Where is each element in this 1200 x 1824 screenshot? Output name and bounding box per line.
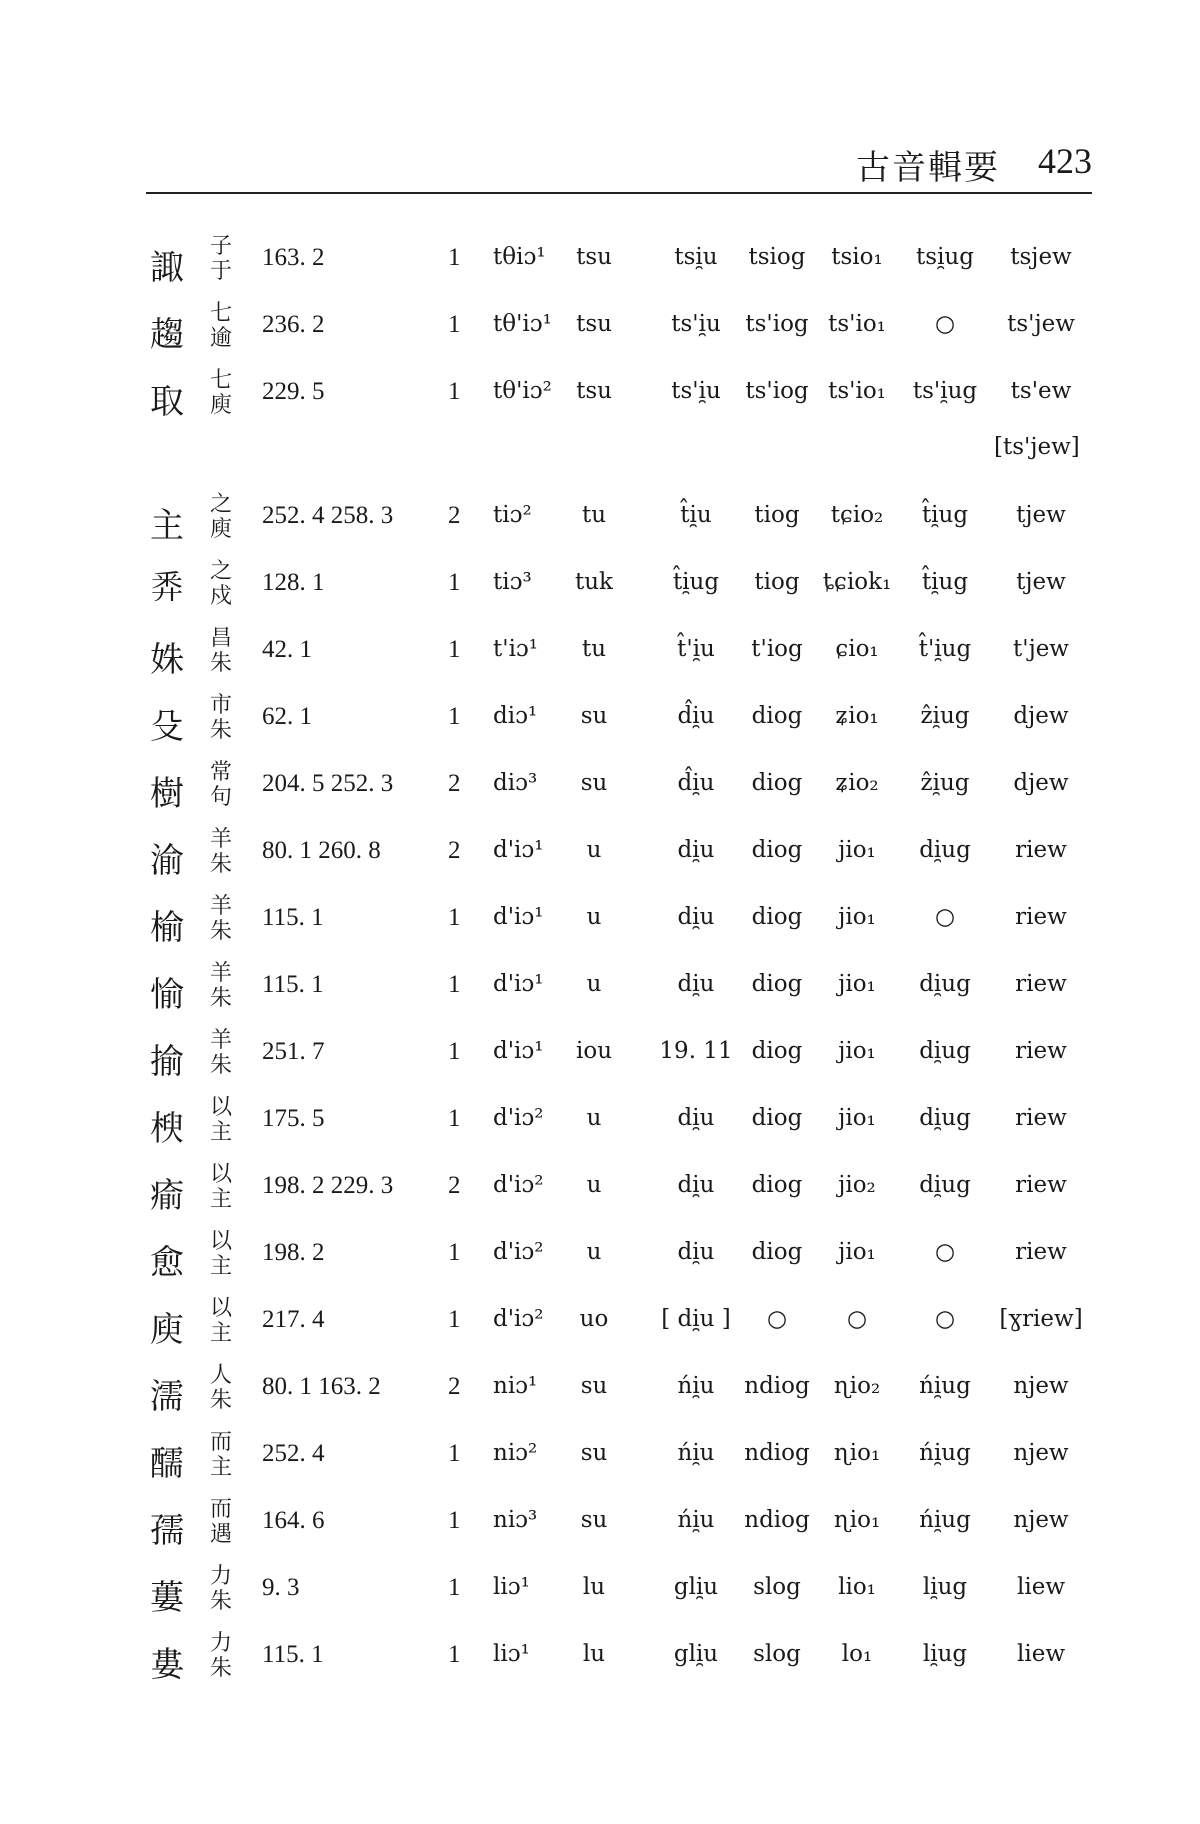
reconstruction-6-text: tsi̯ug — [916, 244, 974, 270]
reconstruction-4-text: ndiog — [744, 1440, 810, 1466]
reconstruction-5-text: ɳio₁ — [833, 1507, 881, 1533]
reconstruction-6-text: ○ — [934, 311, 956, 337]
occurrence-count: 2 — [448, 1373, 461, 1400]
head-character: 諏 — [150, 248, 184, 288]
fanqie-character: 主 — [209, 1120, 232, 1145]
reconstruction-7-text: ts'jew — [1007, 311, 1075, 337]
reconstruction-5-text: jio₂ — [838, 1172, 876, 1198]
source-reference: 217. 4 — [262, 1306, 325, 1333]
reconstruction-3-text: t̂i̯ug — [672, 569, 720, 595]
reconstruction-2-text: lu — [582, 1641, 606, 1667]
head-character: 渝 — [150, 841, 184, 881]
reconstruction-6-text: li̯ug — [922, 1641, 968, 1667]
reconstruction-1: d'iɔ² — [493, 1172, 544, 1198]
reconstruction-3-text: t̂'i̯u — [677, 636, 715, 662]
reconstruction-7-text: t'jew — [1013, 636, 1069, 662]
source-reference: 236. 2 — [262, 311, 325, 338]
reconstruction-4-text: t'iog — [751, 636, 803, 662]
occurrence-count: 1 — [448, 244, 461, 271]
fanqie-character: 人 — [209, 1363, 232, 1388]
head-character: 𢍏 — [150, 568, 184, 608]
fanqie-character: 子 — [209, 234, 232, 259]
reconstruction-7-text: djew — [1013, 770, 1069, 796]
reconstruction-7-text: liew — [1017, 1574, 1066, 1600]
reconstruction-7-text: riew — [1015, 1105, 1067, 1131]
fanqie-character: 朱 — [209, 1656, 232, 1681]
reconstruction-5-text: ts'io₁ — [828, 311, 886, 337]
fanqie-spelling — [206, 1296, 236, 1346]
source-reference: 115. 1 — [262, 1641, 324, 1668]
occurrence-count: 2 — [448, 1172, 461, 1199]
reconstruction-1: liɔ¹ — [493, 1641, 530, 1667]
reconstruction-6-text: ○ — [934, 1239, 956, 1265]
fanqie-character: 朱 — [209, 852, 232, 877]
occurrence-count: 1 — [448, 703, 461, 730]
fanqie-character: 朱 — [209, 718, 232, 743]
reconstruction-1: tθ'iɔ² — [493, 378, 552, 404]
head-character: 楰 — [150, 1109, 184, 1149]
reconstruction-4-text: diog — [751, 1038, 803, 1064]
reconstruction-5-text: ɕio₁ — [835, 636, 879, 662]
fanqie-character: 主 — [209, 1187, 232, 1212]
occurrence-count: 1 — [448, 1574, 461, 1601]
reconstruction-7-text: njew — [1013, 1507, 1069, 1533]
reconstruction-4-text: diog — [751, 904, 803, 930]
occurrence-count: 1 — [448, 1105, 461, 1132]
fanqie-spelling — [206, 301, 236, 351]
occurrence-count: 1 — [448, 636, 461, 663]
reconstruction-4-text: diog — [751, 770, 803, 796]
occurrence-count: 1 — [448, 1641, 461, 1668]
table-row — [0, 1028, 1200, 1088]
fanqie-spelling — [206, 1497, 236, 1547]
reconstruction-6-text: di̯ug — [919, 1105, 971, 1131]
source-reference: 115. 1 — [262, 971, 324, 998]
head-character: 濡 — [150, 1377, 184, 1417]
table-row — [0, 559, 1200, 619]
fanqie-character: 力 — [209, 1631, 232, 1656]
reconstruction-7-text: riew — [1015, 971, 1067, 997]
head-character: 樹 — [150, 774, 184, 814]
fanqie-spelling — [206, 760, 236, 810]
reconstruction-7-text: tjew — [1016, 502, 1066, 528]
reconstruction-1: diɔ¹ — [493, 703, 538, 729]
table-row — [0, 1095, 1200, 1155]
reconstruction-3-text: gli̯u — [673, 1641, 719, 1667]
occurrence-count: 1 — [448, 1038, 461, 1065]
reconstruction-2-text: iou — [575, 1038, 613, 1064]
reconstruction-2-text: su — [580, 1440, 608, 1466]
fanqie-character: 主 — [209, 1254, 232, 1279]
occurrence-count: 2 — [448, 837, 461, 864]
reconstruction-2-text: u — [586, 971, 602, 997]
table-row — [0, 626, 1200, 686]
fanqie-spelling — [206, 693, 236, 743]
reconstruction-2-text: tsu — [576, 311, 612, 337]
source-reference: 229. 5 — [262, 378, 325, 405]
reconstruction-1: d'iɔ² — [493, 1306, 544, 1332]
reconstruction-7-text: riew — [1015, 904, 1067, 930]
source-reference: 115. 1 — [262, 904, 324, 931]
reconstruction-5-text: lio₁ — [838, 1574, 876, 1600]
reconstruction-3-text: di̯u — [677, 1105, 715, 1131]
reconstruction-3-text: di̯u — [677, 971, 715, 997]
fanqie-character: 羊 — [209, 894, 232, 919]
occurrence-count: 1 — [448, 1440, 461, 1467]
reconstruction-4-text: diog — [751, 703, 803, 729]
reconstruction-7-text: ts'ew — [1010, 378, 1072, 404]
reconstruction-6-text: di̯ug — [919, 1172, 971, 1198]
fanqie-character: 七 — [209, 301, 232, 326]
fanqie-character: 朱 — [209, 1388, 232, 1413]
reconstruction-5-text: ɳio₁ — [833, 1440, 881, 1466]
fanqie-character: 之 — [209, 492, 232, 517]
table-row — [0, 961, 1200, 1021]
fanqie-character: 以 — [209, 1095, 232, 1120]
fanqie-spelling — [206, 894, 236, 944]
reconstruction-7-text: tjew — [1016, 569, 1066, 595]
fanqie-character: 昌 — [209, 626, 232, 651]
head-character: 殳 — [150, 707, 184, 747]
fanqie-character: 主 — [209, 1321, 232, 1346]
reconstruction-2-text: u — [586, 1239, 602, 1265]
head-character: 蔞 — [150, 1578, 184, 1618]
reconstruction-3-text: ts'i̯u — [671, 378, 721, 404]
reconstruction-1: diɔ³ — [493, 770, 538, 796]
reconstruction-7-text: riew — [1015, 837, 1067, 863]
fanqie-spelling — [206, 368, 236, 418]
source-reference: 128. 1 — [262, 569, 325, 596]
fanqie-spelling — [206, 1162, 236, 1212]
fanqie-character: 庾 — [209, 517, 232, 542]
reconstruction-2-text: tu — [581, 502, 607, 528]
fanqie-character: 以 — [209, 1162, 232, 1187]
reconstruction-3-text: ńi̯u — [677, 1440, 715, 1466]
reconstruction-5-text: jio₁ — [838, 904, 876, 930]
reconstruction-2-text: uo — [579, 1306, 609, 1332]
head-character: 孺 — [150, 1511, 184, 1551]
reconstruction-7-text: [ɣriew] — [999, 1306, 1083, 1332]
reconstruction-7-text: njew — [1013, 1440, 1069, 1466]
reconstruction-5-text: jio₁ — [838, 971, 876, 997]
reconstruction-1: d'iɔ² — [493, 1239, 544, 1265]
table-row — [0, 894, 1200, 954]
fanqie-character: 以 — [209, 1229, 232, 1254]
reconstruction-4-text: tsiog — [748, 244, 806, 270]
source-reference: 80. 1 260. 8 — [262, 837, 381, 864]
reconstruction-1: t'iɔ¹ — [493, 636, 539, 662]
reconstruction-6-text: t̂'i̯ug — [918, 636, 972, 662]
reconstruction-6-text: ẑi̯ug — [920, 770, 970, 796]
fanqie-character: 朱 — [209, 919, 232, 944]
source-reference: 198. 2 — [262, 1239, 325, 1266]
source-reference: 175. 5 — [262, 1105, 325, 1132]
reconstruction-4-text: diog — [751, 837, 803, 863]
fanqie-character: 朱 — [209, 1589, 232, 1614]
fanqie-character: 戍 — [209, 584, 232, 609]
fanqie-spelling — [206, 559, 236, 609]
fanqie-spelling — [206, 1229, 236, 1279]
table-row — [0, 301, 1200, 361]
fanqie-spelling — [206, 1363, 236, 1413]
head-character: 庾 — [150, 1310, 184, 1350]
occurrence-count: 1 — [448, 904, 461, 931]
reconstruction-4-text: slog — [753, 1641, 801, 1667]
reconstruction-2-text: u — [586, 837, 602, 863]
head-character: 瘉 — [150, 1176, 184, 1216]
fanqie-character: 市 — [209, 693, 232, 718]
reconstruction-2-text: u — [586, 1172, 602, 1198]
fanqie-character: 遇 — [209, 1522, 232, 1547]
book-title: 古音輯要 — [856, 148, 1000, 188]
head-character: 榆 — [150, 908, 184, 948]
reconstruction-3-text: [ di̯u ] — [661, 1306, 731, 1332]
head-character: 主 — [150, 506, 184, 546]
page-header — [146, 132, 1092, 194]
reconstruction-5-text: jio₁ — [838, 1038, 876, 1064]
reconstruction-5-text: tɕio₂ — [830, 502, 884, 528]
fanqie-character: 力 — [209, 1564, 232, 1589]
reconstruction-4-text: ts'iog — [745, 378, 809, 404]
reconstruction-3-text: di̯u — [677, 1239, 715, 1265]
table-row — [0, 1229, 1200, 1289]
reconstruction-6-text: ńi̯ug — [919, 1507, 971, 1533]
head-character: 姝 — [150, 640, 184, 680]
source-reference: 164. 6 — [262, 1507, 325, 1534]
reconstruction-2-text: tu — [581, 636, 607, 662]
reconstruction-2-text: su — [580, 703, 608, 729]
reconstruction-3-text: ńi̯u — [677, 1507, 715, 1533]
reconstruction-5-text: lo₁ — [841, 1641, 873, 1667]
reconstruction-4-text: slog — [753, 1574, 801, 1600]
reconstruction-3-text: di̯u — [677, 837, 715, 863]
reconstruction-7-text: riew — [1015, 1172, 1067, 1198]
fanqie-spelling — [206, 626, 236, 676]
reconstruction-1: tθ'iɔ¹ — [493, 311, 552, 337]
reconstruction-3-text: d̂i̯u — [677, 703, 715, 729]
reconstruction-1: d'iɔ¹ — [493, 971, 544, 997]
head-character: 揄 — [150, 1042, 184, 1082]
table-row — [0, 1631, 1200, 1691]
table-row — [0, 368, 1200, 428]
reconstruction-6-text: di̯ug — [919, 837, 971, 863]
source-reference: 252. 4 — [262, 1440, 325, 1467]
reconstruction-3-text: di̯u — [677, 1172, 715, 1198]
reconstruction-6-text: ○ — [934, 1306, 956, 1332]
reconstruction-5-text: ʑio₁ — [835, 703, 879, 729]
reconstruction-1: tθiɔ¹ — [493, 244, 546, 270]
fanqie-spelling — [206, 1028, 236, 1078]
reconstruction-5-text: jio₁ — [838, 1105, 876, 1131]
reconstruction-4-text: diog — [751, 1239, 803, 1265]
head-character: 取 — [150, 382, 184, 422]
reconstruction-6-text: ẑi̯ug — [920, 703, 970, 729]
fanqie-character: 朱 — [209, 986, 232, 1011]
reconstruction-4-text: diog — [751, 1105, 803, 1131]
reconstruction-5-text: ○ — [846, 1306, 868, 1332]
reconstruction-1: d'iɔ² — [493, 1105, 544, 1131]
reconstruction-5-text: ȶɕiok₁ — [822, 569, 892, 595]
source-reference: 80. 1 163. 2 — [262, 1373, 381, 1400]
fanqie-character: 之 — [209, 559, 232, 584]
reconstruction-1: niɔ³ — [493, 1507, 538, 1533]
reconstruction-4-text: ndiog — [744, 1373, 810, 1399]
occurrence-count: 2 — [448, 770, 461, 797]
reconstruction-5-text: ɳio₂ — [833, 1373, 881, 1399]
source-reference: 9. 3 — [262, 1574, 300, 1601]
occurrence-count: 1 — [448, 569, 461, 596]
fanqie-spelling — [206, 1430, 236, 1480]
table-row — [0, 1497, 1200, 1557]
source-reference: 251. 7 — [262, 1038, 325, 1065]
occurrence-count: 1 — [448, 1507, 461, 1534]
fanqie-spelling — [206, 827, 236, 877]
table-row — [0, 827, 1200, 887]
reconstruction-3-text: t̂i̯u — [680, 502, 712, 528]
reconstruction-5-text: tsio₁ — [831, 244, 883, 270]
occurrence-count: 1 — [448, 1239, 461, 1266]
head-character: 趨 — [150, 315, 184, 355]
reconstruction-4-text: tiog — [754, 502, 800, 528]
reconstruction-4-text: ○ — [766, 1306, 788, 1332]
source-reference: 204. 5 252. 3 — [262, 770, 394, 797]
reconstruction-6-text: ńi̯ug — [919, 1440, 971, 1466]
reconstruction-1: niɔ¹ — [493, 1373, 538, 1399]
fanqie-character: 而 — [209, 1430, 232, 1455]
fanqie-character: 七 — [209, 368, 232, 393]
reconstruction-1: d'iɔ¹ — [493, 1038, 544, 1064]
table-row — [0, 1430, 1200, 1490]
reconstruction-6-text: t̂i̯ug — [921, 569, 969, 595]
source-reference: 198. 2 229. 3 — [262, 1172, 394, 1199]
reconstruction-7-text: riew — [1015, 1239, 1067, 1265]
head-character: 醹 — [150, 1444, 184, 1484]
reconstruction-7-text: tsjew — [1010, 244, 1072, 270]
table-row — [0, 760, 1200, 820]
reconstruction-5-text: ʑio₂ — [835, 770, 879, 796]
fanqie-character: 羊 — [209, 827, 232, 852]
reconstruction-2-text: tsu — [576, 378, 612, 404]
reconstruction-4-text: ndiog — [744, 1507, 810, 1533]
reconstruction-2-text: su — [580, 1507, 608, 1533]
table-row — [0, 234, 1200, 294]
fanqie-character: 常 — [209, 760, 232, 785]
reconstruction-4-text: diog — [751, 971, 803, 997]
occurrence-count: 1 — [448, 971, 461, 998]
occurrence-count: 1 — [448, 311, 461, 338]
reconstruction-3-text: di̯u — [677, 904, 715, 930]
fanqie-character: 以 — [209, 1296, 232, 1321]
reconstruction-7-text: liew — [1017, 1641, 1066, 1667]
reconstruction-5-text: ts'io₁ — [828, 378, 886, 404]
occurrence-count: 1 — [448, 378, 461, 405]
reconstruction-1: tiɔ² — [493, 502, 532, 528]
fanqie-character: 羊 — [209, 1028, 232, 1053]
fanqie-character: 句 — [209, 785, 232, 810]
reconstruction-4-text: ts'iog — [745, 311, 809, 337]
reconstruction-4-text: tiog — [754, 569, 800, 595]
table-row — [0, 1363, 1200, 1423]
reconstruction-1: liɔ¹ — [493, 1574, 530, 1600]
reconstruction-7-text: riew — [1015, 1038, 1067, 1064]
reconstruction-6-text: di̯ug — [919, 971, 971, 997]
reconstruction-2-text: u — [586, 904, 602, 930]
table-row — [0, 492, 1200, 552]
reconstruction-2-text: u — [586, 1105, 602, 1131]
fanqie-character: 羊 — [209, 961, 232, 986]
reconstruction-1: d'iɔ¹ — [493, 837, 544, 863]
reconstruction-1: tiɔ³ — [493, 569, 532, 595]
table-row — [0, 1564, 1200, 1624]
table-row — [0, 1162, 1200, 1222]
reconstruction-3-text: d̂i̯u — [677, 770, 715, 796]
source-reference: 163. 2 — [262, 244, 325, 271]
reconstruction-2-text: lu — [582, 1574, 606, 1600]
reconstruction-6-text: ńi̯ug — [919, 1373, 971, 1399]
reconstruction-5-text: jio₁ — [838, 1239, 876, 1265]
fanqie-character: 逾 — [209, 326, 232, 351]
reconstruction-6-text: di̯ug — [919, 1038, 971, 1064]
fanqie-spelling — [206, 1095, 236, 1145]
reconstruction-1: niɔ² — [493, 1440, 538, 1466]
fanqie-character: 朱 — [209, 1053, 232, 1078]
reconstruction-6-text: t̂i̯ug — [921, 502, 969, 528]
fanqie-spelling — [206, 492, 236, 542]
head-character: 愉 — [150, 975, 184, 1015]
fanqie-character: 朱 — [209, 651, 232, 676]
occurrence-count: 2 — [448, 502, 461, 529]
head-character: 愈 — [150, 1243, 184, 1283]
reconstruction-6-text: li̯ug — [922, 1574, 968, 1600]
reconstruction-3-text: 19. 11 — [659, 1038, 733, 1064]
table-row — [0, 1296, 1200, 1356]
fanqie-character: 主 — [209, 1455, 232, 1480]
fanqie-spelling — [206, 961, 236, 1011]
reconstruction-2-text: su — [580, 770, 608, 796]
source-reference: 42. 1 — [262, 636, 312, 663]
fanqie-spelling — [206, 1564, 236, 1614]
reconstruction-1: d'iɔ¹ — [493, 904, 544, 930]
reconstruction-7-text: njew — [1013, 1373, 1069, 1399]
reconstruction-2-text: tuk — [575, 569, 613, 595]
fanqie-character: 于 — [209, 259, 232, 284]
reconstruction-6-text: ○ — [934, 904, 956, 930]
fanqie-spelling — [206, 1631, 236, 1681]
reconstruction-6-text: ts'i̯ug — [912, 378, 978, 404]
head-character: 婁 — [150, 1645, 184, 1685]
occurrence-count: 1 — [448, 1306, 461, 1333]
alternate-reading-note: [ts'jew] — [994, 434, 1080, 460]
reconstruction-5-text: jio₁ — [838, 837, 876, 863]
page-number: 423 — [1038, 141, 1092, 181]
source-reference: 252. 4 258. 3 — [262, 502, 394, 529]
source-reference: 62. 1 — [262, 703, 312, 730]
reconstruction-3-text: tsi̯u — [674, 244, 718, 270]
reconstruction-4-text: diog — [751, 1172, 803, 1198]
reconstruction-3-text: gli̯u — [673, 1574, 719, 1600]
table-row — [0, 693, 1200, 753]
reconstruction-3-text: ńi̯u — [677, 1373, 715, 1399]
reconstruction-3-text: ts'i̯u — [671, 311, 721, 337]
fanqie-character: 庾 — [209, 393, 232, 418]
fanqie-spelling — [206, 234, 236, 284]
reconstruction-7-text: djew — [1013, 703, 1069, 729]
fanqie-character: 而 — [209, 1497, 232, 1522]
reconstruction-2-text: su — [580, 1373, 608, 1399]
reconstruction-2-text: tsu — [576, 244, 612, 270]
